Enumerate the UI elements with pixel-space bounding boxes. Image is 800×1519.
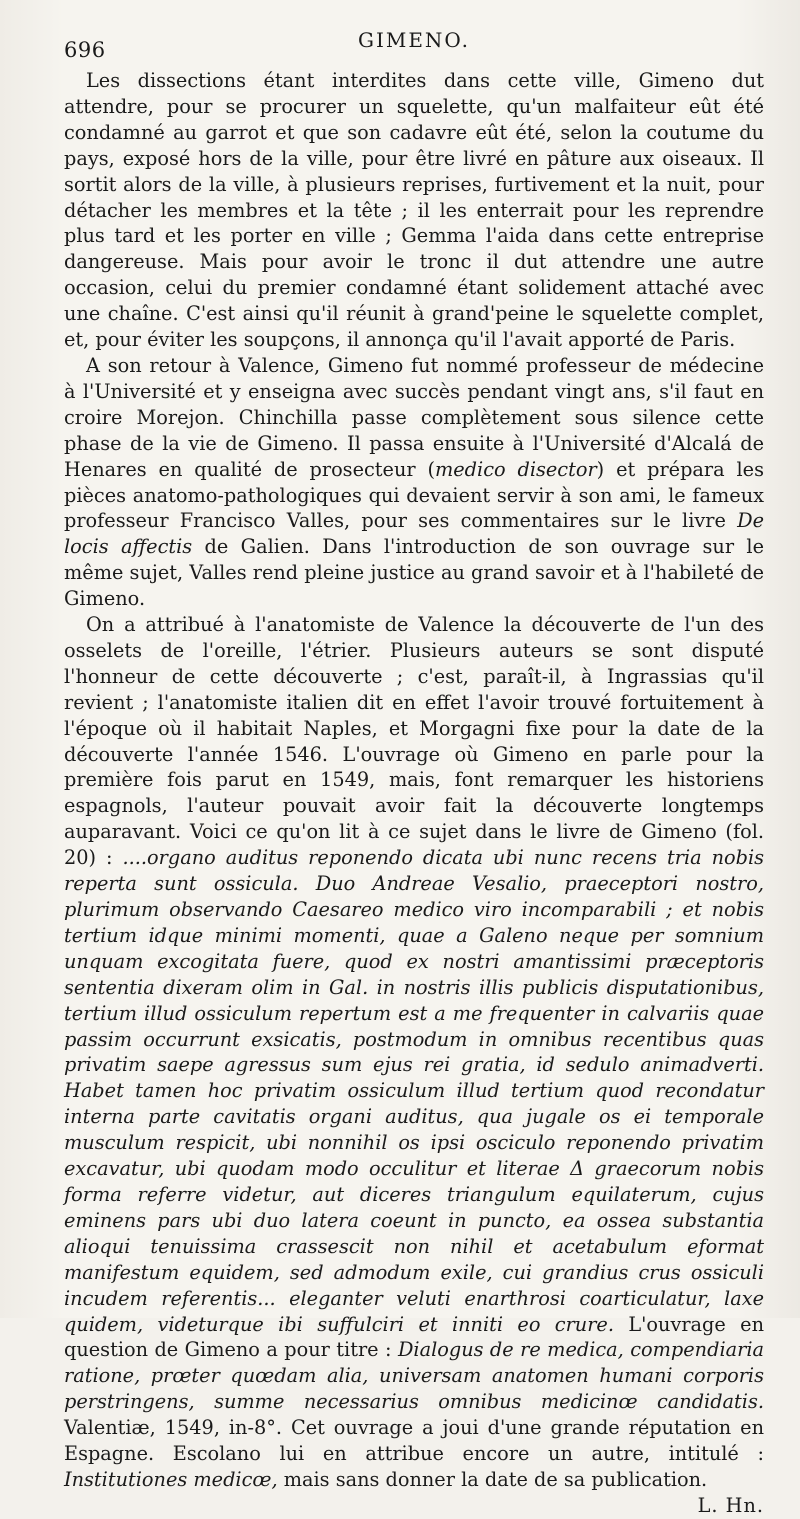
text-run: L'ouvrage en question de Gimeno a pour titre : bbox=[64, 1312, 764, 1362]
book-title-italic: Dialogus de re medica, compendiaria ratione, prœter quœdam alia, universam anatomen humani corporis perstringens, summe necessarius omnibus medicinœ candidatis. bbox=[64, 1338, 764, 1414]
italic-run: medico disector bbox=[434, 457, 597, 481]
text-run: On a attribué à l'anatomiste de Valence la découverte de l'un des osselets de l'oreille, l'étrier. Plusieurs auteurs se sont disputé l'honneur de cette découverte ; c'est, paraît-il, à Ingrassias qu'il revient ; l'anatomiste italien dit en effet l'avoir trouvé fortuitement à l'époque où il habitait Naples, et Morgagni fixe pour la date de la découverte l'année 1546. L'ouvrage où Gimeno en parle pour la première fois parut en 1549, mais, font remarquer les historiens espagnols, l'auteur pouvait avoir fait la découverte longtemps auparavant. Voici ce qu'on lit à ce sujet dans le livre de Gimeno (fol. 20) : bbox=[64, 613, 764, 870]
article-body bbox=[64, 68, 765, 1517]
text-run: de Galien. Dans l'introduction de son ouvrage sur le même sujet, Valles rend pleine justice au grand savoir et à l'habileté de Gimeno. bbox=[64, 535, 764, 611]
paragraph-stapes bbox=[64, 612, 765, 1517]
paragraph-skeleton bbox=[64, 68, 764, 353]
text-run: ) et prépara les pièces anatomo-pathologiques qui devaient servir à son ami, le fameux professeur Francisco Valles, pour ses commentaires sur le livre bbox=[64, 457, 764, 533]
latin-quotation: ....organo auditus reponendo dicata ubi nunc recens tria nobis reperta sunt ossicula. Duo Andreae Vesalio, praeceptori nostro, plurimum observando Caesareo medico viro incomparabili ; et nobis tertium idque minimi momenti, quae a Galeno neque per somnium unquam excogitata fuere, quod ex nostri amantissimi præceptoris sententia dixeram olim in Gal. in nostris illis publicis disputationibus, tertium illud ossiculum repertum est a me frequenter in calvariis quae passim occurrunt exsicatis, postmodum in omnibus recentibus quas privatim saepe agressus sum ejus rei gratia, id sedulo animadverti. Habet tamen hoc privatim ossiculum illud tertium quod recondatur interna parte cavitatis organi auditus, qua jugale os ei temporale musculum respicit, ubi nonnihil os ipsi osciculo reponendo privatim excavatur, ubi quodam modo occulitur et literae Δ graecorum nobis forma referre videtur, aut diceres triangulum equilaterum, cujus eminens pars ubi duo latera coeunt in puncto, ea ossea substantia alioqui tenuissima crassescit non nihil et acetabulum eformat manifestum equidem, sed admodum exile, cui grandius crus ossiculi incudem referentis... eleganter veluti enarthrosi coarticulatur, laxe quidem, videturque ibi suffulciri et inniti eo crure. bbox=[64, 846, 765, 1336]
author-signature: L. Hn. bbox=[697, 1493, 764, 1517]
text-run: Valentiæ, 1549, in-8°. Cet ouvrage a joui d'une grande réputation en Espagne. Escolano lui en attribue encore un autre, intitulé : bbox=[64, 1416, 764, 1466]
paragraph-skeleton-text: Les dissections étant interdites dans cette ville, Gimeno dut attendre, pour se procurer un squelette, qu'un malfaiteur eût été condamné au garrot et que son cadavre eût été, selon la coutume du pays, exposé hors de la ville, pour être livré en pâture aux oiseaux. Il sortit alors de la ville, à plusieurs reprises, furtivement et la nuit, pour détacher les membres et la tête ; il les enterrait pour les reprendre plus tard et les porter en ville ; Gemma l'aida dans cette entreprise dangereuse. Mais pour avoir le tronc il dut attendre une autre occasion, celui du premier condamné étant solidement attaché avec une chaîne. C'est ainsi qu'il réunit à grand'peine le squelette complet, et, pour éviter les soupçons, il annonça qu'il l'avait apporté de Paris. bbox=[64, 69, 764, 352]
paragraph-valence bbox=[64, 353, 764, 612]
page-number: 696 bbox=[64, 38, 106, 62]
book-title-italic: Institutiones medicœ, bbox=[64, 1467, 278, 1491]
running-head: GIMENO. bbox=[357, 28, 471, 52]
text-run: A son retour à Valence, Gimeno fut nommé professeur de médecine à l'Université et y enseigna avec succès pendant vingt ans, s'il faut en croire Morejon. Chinchilla passe complètement sous silence cette phase de la vie de Gimeno. Il passa ensuite à l'Université d'Alcalá de Henares en qualité de prosecteur ( bbox=[64, 353, 764, 481]
text-run: mais sans donner la date de sa publication. bbox=[277, 1467, 708, 1491]
page-header bbox=[64, 28, 764, 68]
book-title-italic: De locis affectis bbox=[64, 509, 764, 559]
